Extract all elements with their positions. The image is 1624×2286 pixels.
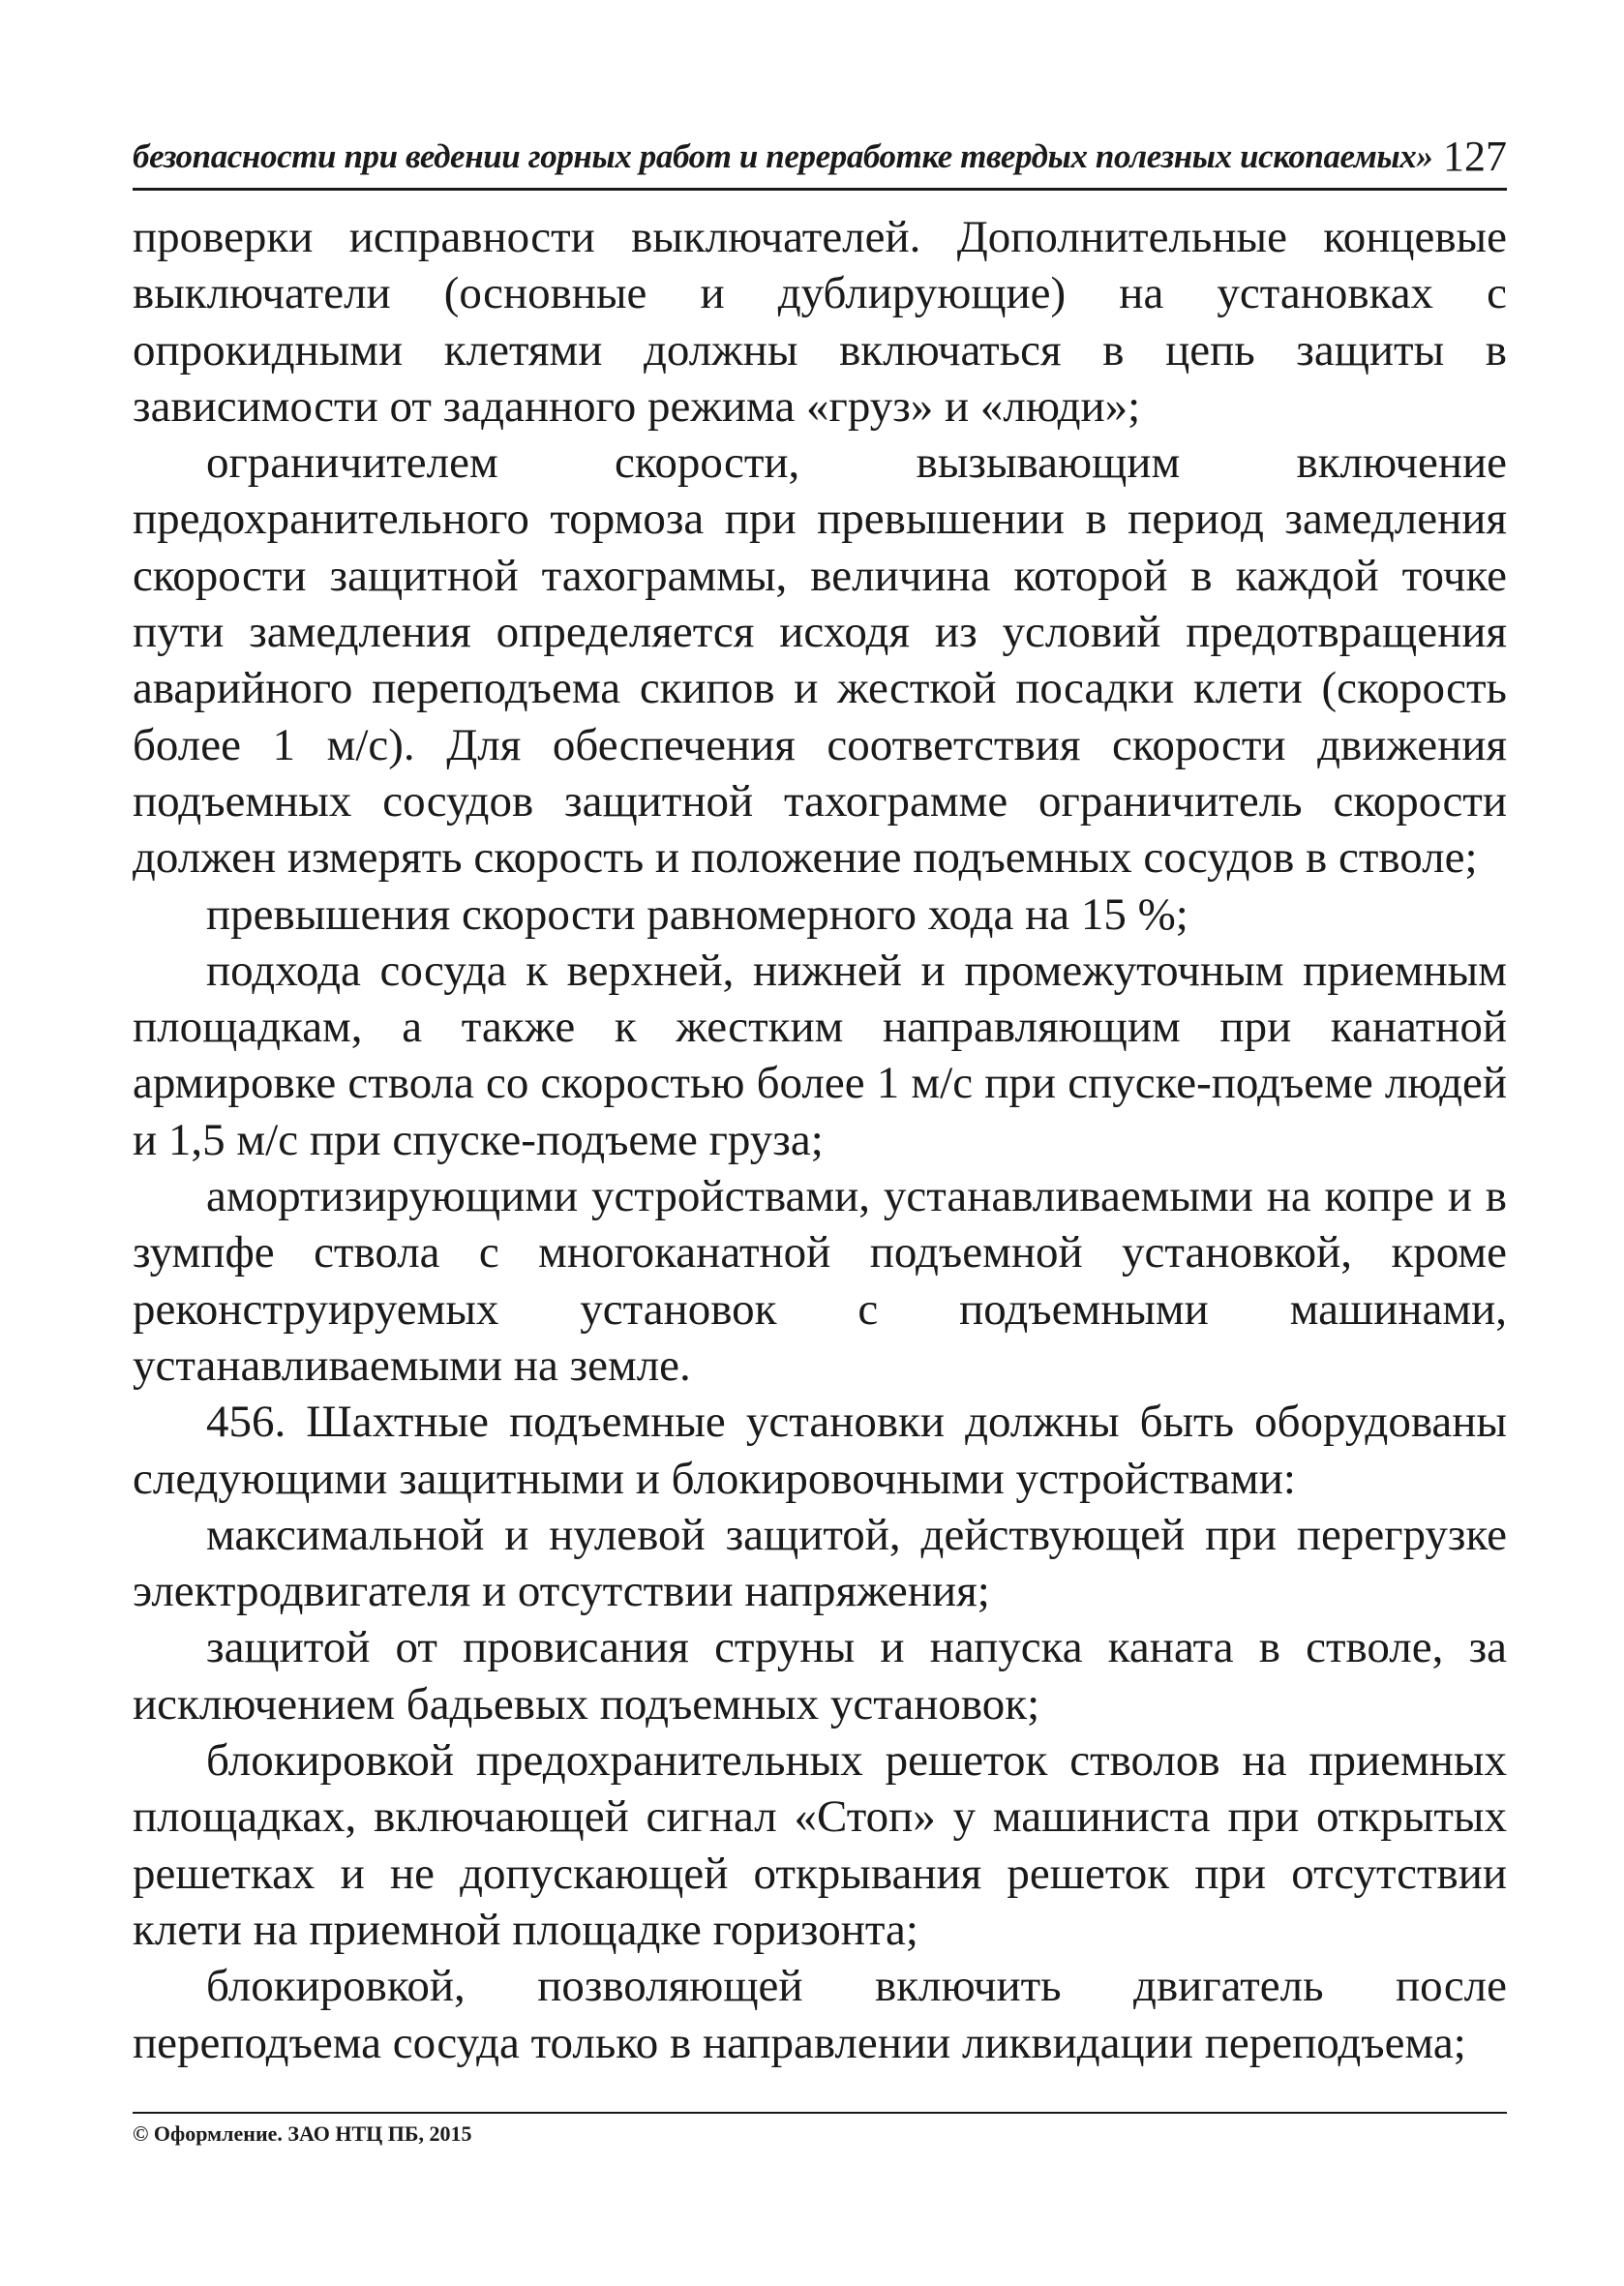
paragraph: амортизирующими устройствами, устанавливаемыми на копре и в зумпфе ствола с многоканатной подъемной установкой, кроме реконструируемых установок с подъемными машинами, устанавливаемыми на земле.: [133, 1171, 1507, 1391]
page-number: 127: [1443, 133, 1507, 180]
document-page: [133, 0, 1507, 2286]
body-text: [133, 209, 1507, 2071]
paragraph: ограничителем скорости, вызывающим включение предохранительного тормоза при превышении в период замедления скорости защитной тахограммы, величина которой в каждой точке пути замедления определяется исходя из условий предотвращения аварийного переподъема скипов и жесткой посадки клети (скорость более 1 м/с). Для обеспечения соответствия скорости движения подъемных сосудов защитной тахограмме ограничитель скорости должен измерять скорость и положение подъемных сосудов в стволе;: [133, 437, 1507, 884]
running-header: [133, 134, 1507, 191]
paragraph: 456. Шахтные подъемные установки должны быть оборудованы следующими защитными и блокировочными устройствами:: [133, 1397, 1507, 1504]
paragraph: защитой от провисания струны и напуска каната в стволе, за исключением бадьевых подъемных установок;: [133, 1622, 1507, 1730]
paragraph: подхода сосуда к верхней, нижней и промежуточным приемным площадкам, а также к жестким направляющим при канатной армировке ствола со скоростью более 1 м/с при спуске-подъеме людей и 1,5 м/с при спуске-подъеме груза;: [133, 945, 1507, 1165]
footer-copyright: © Оформление. ЗАО НТЦ ПБ, 2015: [133, 2121, 472, 2146]
paragraph: блокировкой предохранительных решеток стволов на приемных площадках, включающей сигнал «Стоп» у машиниста при открытых решетках и не допускающей открывания решеток при отсутствии клети на приемной площадке горизонта;: [133, 1735, 1507, 1955]
footer-rule: [133, 2112, 1507, 2114]
paragraph: блокировкой, позволяющей включить двигатель после переподъема сосуда только в направлении ликвидации переподъема;: [133, 1961, 1507, 2068]
paragraph: проверки исправности выключателей. Дополнительные концевые выключатели (основные и дублирующие) на установках с опрокидными клетями должны включаться в цепь защиты в зависимости от заданного режима «груз» и «люди»;: [133, 212, 1507, 432]
paragraph: превышения скорости равномерного хода на 15 %;: [206, 888, 1188, 940]
paragraph: максимальной и нулевой защитой, действующей при перегрузке электродвигателя и отсутствии напряжения;: [133, 1509, 1507, 1617]
running-title: безопасности при ведении горных работ и переработке твердых полезных ископаемых»: [133, 137, 1433, 175]
